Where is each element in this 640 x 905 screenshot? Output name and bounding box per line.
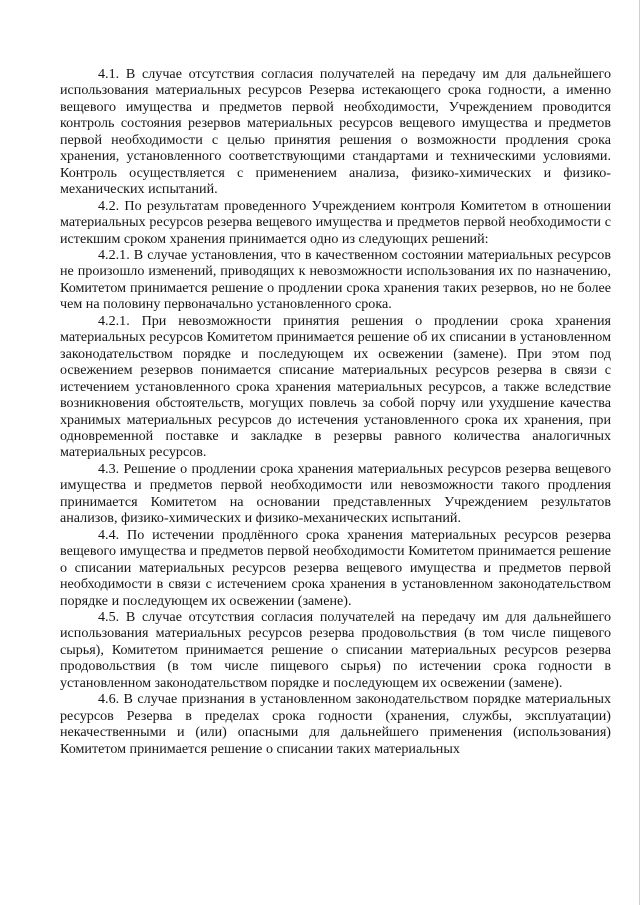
paragraph-4-1: 4.1. В случае отсутствия согласия получателей на передачу им для дальнейшего использования материальных ресурсов Резерва истекающего срока годности, а именно вещевого имущества и предметов первой необходимости, Учреждением проводится контроль состояния резервов материальных ресурсов вещевого имущества и предметов первой необходимости с целью принятия решения о возможности продления срока хранения, установленного соответствующими стандартами и техническими условиями. Контроль осуществляется с применением анализа, физико-химических и физико-механических испытаний.: [60, 66, 611, 198]
paragraph-4-5: 4.5. В случае отсутствия согласия получателей на передачу им для дальнейшего использования материальных ресурсов резерва продовольствия (в том числе пищевого сырья), Комитетом принимается решение о списании материальных ресурсов резерва продовольствия (в том числе пищевого сырья) по истечении срока годности в установленном законодательством порядке и последующем их освежении (замене).: [60, 608, 611, 691]
document-body: [60, 66, 611, 757]
paragraph-4-6: 4.6. В случае признания в установленном законодательством порядке материальных ресурсов Резерва в пределах срока годности (хранения, службы, эксплуатации) некачественными и (или) опасными для дальнейшего применения (использования) Комитетом принимается решение о списании таких материальных: [60, 691, 611, 757]
paragraph-4-2-1-extension: 4.2.1. В случае установления, что в качественном состоянии материальных ресурсов не произошло изменений, приводящих к невозможности использования их по назначению, Комитетом принимается решение о продлении срока хранения таких резервов, но не более чем на половину первоначально установленного срока.: [60, 246, 611, 313]
paragraph-4-4: 4.4. По истечении продлённого срока хранения материальных ресурсов резерва вещевого имущества и предметов первой необходимости Комитетом принимается решение о списании материальных ресурсов резерва вещевого имущества и предметов первой необходимости в связи с истечением срока хранения в установленном законодательством порядке и последующем их освежении (замене).: [60, 526, 611, 609]
paragraph-4-2-1-write-off: 4.2.1. При невозможности принятия решения о продлении срока хранения материальных ресурсов Комитетом принимается решение об их списании в установленном законодательством порядке и последующем их освежении (замене). При этом под освежением резервов понимается списание материальных ресурсов резерва в связи с истечением установленного срока хранения материальных ресурсов, а также вследствие возникновения обстоятельств, могущих повлечь за собой порчу или ухудшение качества хранимых материальных ресурсов до истечения установленного срока их хранения, при одновременной поставке и закладке в резервы равного количества аналогичных материальных ресурсов.: [60, 312, 611, 461]
paragraph-4-2: 4.2. По результатам проведенного Учреждением контроля Комитетом в отношении материальных ресурсов резерва вещевого имущества и предметов первой необходимости с истекшим сроком хранения принимается одно из следующих решений:: [60, 197, 611, 247]
paragraph-4-3: 4.3. Решение о продлении срока хранения материальных ресурсов резерва вещевого имущества и предметов первой необходимости или невозможности такого продления принимается Комитетом на основании представленных Учреждением результатов анализов, физико-химических и физико-механических испытаний.: [60, 460, 611, 527]
